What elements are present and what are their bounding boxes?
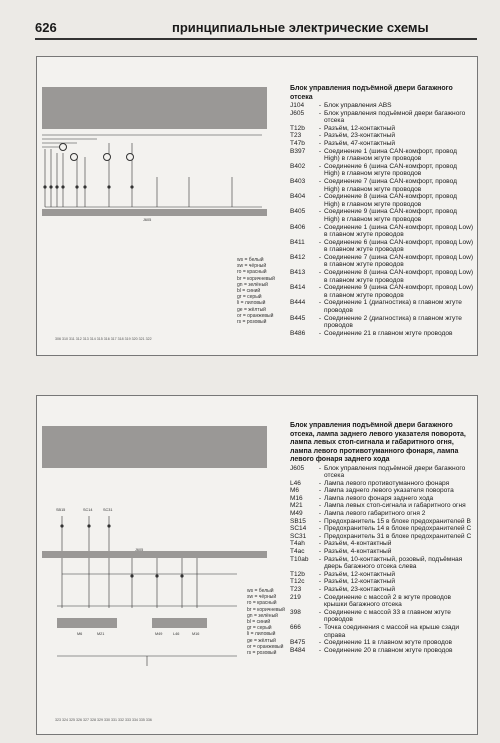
legend-row (290, 487, 474, 495)
dash-separator: - (318, 555, 322, 563)
panel-rear-lamps-diagram (36, 395, 478, 735)
legend-row (290, 624, 474, 639)
dash-separator: - (318, 502, 322, 510)
legend-row (290, 254, 474, 269)
legend-row (290, 639, 474, 647)
component-code: T12c (290, 578, 305, 586)
component-description: Точка соединения с массой на крыше сзади справа (324, 623, 460, 639)
component-description: Соединение 7 (шина CAN-комфорт, провод High) в главном жгуте проводов (324, 177, 457, 193)
component-description: Соединение 1 (шина CAN-комфорт, провод High) в главном жгуте проводов (324, 147, 457, 163)
legend-row (290, 140, 474, 148)
header-rule (35, 38, 477, 40)
dash-separator: - (318, 532, 322, 540)
component-description: Лампа левого противотуманного фонаря (324, 479, 450, 487)
dash-separator: - (318, 147, 322, 155)
dash-separator: - (318, 177, 322, 185)
component-code: B484 (290, 646, 306, 654)
component-code: B405 (290, 208, 306, 216)
component-code: T47b (290, 139, 305, 147)
component-code: M6 (290, 487, 300, 495)
connection-marker (59, 143, 67, 151)
component-description: Лампа левого фонаря заднего хода (324, 494, 434, 502)
component-description: Разъём, 12-контактный (324, 570, 396, 578)
dash-separator: - (318, 269, 322, 277)
control-unit-label: J605 (143, 218, 152, 222)
dash-separator: - (318, 238, 322, 246)
dash-separator: - (318, 102, 322, 109)
component-code: B406 (290, 223, 306, 231)
dash-separator: - (318, 479, 322, 487)
panel1-title: Блок управления подъёмной двери багажного отсека (290, 85, 453, 101)
component-code: B402 (290, 162, 306, 170)
dash-separator: - (318, 193, 322, 201)
dash-separator: - (318, 639, 322, 647)
page-number: 626 (35, 20, 57, 35)
component-description: Соединение 8 (шина CAN-комфорт, провод Low) в главном жгуте проводов (324, 269, 474, 284)
legend-row (290, 148, 474, 163)
component-description: Блок управления подъёмной двери багажного отсека (324, 109, 466, 125)
component-code: J605 (290, 464, 305, 472)
component-description: Соединение 6 (шина CAN-комфорт, провод Low) в главном жгуте проводов (324, 238, 474, 254)
component-description: Соединение 6 (шина CAN-комфорт, провод High) в главном жгуте проводов (324, 162, 457, 178)
legend-row (290, 465, 474, 480)
legend-row (290, 208, 474, 223)
component-description: Соединение 20 в главном жгуте проводов (324, 646, 453, 654)
component-description: Лампа левого габаритного огня 2 (324, 510, 426, 518)
lamp-label: L46 (173, 632, 180, 636)
dash-separator: - (318, 314, 322, 322)
component-code: B403 (290, 177, 306, 185)
component-code: SB15 (290, 517, 306, 525)
fuse-label: SB15 (56, 508, 66, 512)
panel2-items (290, 465, 474, 655)
legend-row (290, 540, 474, 548)
legend-row (290, 609, 474, 624)
component-code: T12b (290, 570, 305, 578)
grid-reference-ticks: 306 310 311 312 313 314 315 316 317 318 319 320 321 322 (55, 337, 152, 341)
component-code: B413 (290, 269, 306, 277)
dash-separator: - (318, 132, 322, 140)
legend-row (290, 132, 474, 140)
page-title: принципиальные электрические схемы (172, 20, 429, 35)
dash-separator: - (318, 139, 322, 147)
dash-separator: - (318, 253, 322, 261)
legend-row (290, 578, 474, 586)
panel1-legend (290, 85, 474, 337)
dash-separator: - (318, 284, 322, 292)
component-description: Соединение 8 (шина CAN-комфорт, провод High) в главном жгуте проводов (324, 193, 457, 208)
component-description: Разъём, 10-контактный, розовый, подъёмная дверь багажного отсека слева (324, 555, 463, 571)
dash-separator: - (318, 487, 322, 495)
component-code: B414 (290, 284, 306, 292)
component-code: B404 (290, 193, 306, 201)
fuse-label: SC31 (103, 508, 113, 512)
connection-marker (70, 153, 78, 161)
legend-row (290, 239, 474, 254)
component-code: J605 (290, 109, 305, 117)
dash-separator: - (318, 299, 322, 307)
dash-separator: - (318, 593, 322, 601)
legend-row (290, 502, 474, 510)
component-code: J104 (290, 102, 305, 109)
connector-strip (42, 551, 267, 558)
legend-row (290, 163, 474, 178)
component-description: Соединение 2 (диагностика) в главном жгуте проводов (324, 314, 462, 330)
component-code: B397 (290, 147, 306, 155)
dash-separator: - (318, 464, 322, 472)
lamp-label: M21 (97, 632, 105, 636)
component-description: Разъём, 23-контактный (324, 132, 396, 140)
legend-row (290, 594, 474, 609)
component-code: M16 (290, 494, 303, 502)
legend-row (290, 315, 474, 330)
component-code: SC14 (290, 525, 307, 533)
component-code: B475 (290, 639, 306, 647)
dash-separator: - (318, 162, 322, 170)
component-description: Лампа левых стоп-сигнала и габаритного огня (324, 502, 466, 510)
component-code: L46 (290, 479, 301, 487)
legend-row (290, 102, 474, 110)
dash-separator: - (318, 329, 322, 337)
component-description: Соединение 1 (диагностика) в главном жгуте проводов (324, 299, 462, 315)
component-description: Соединение с массой 33 в главном жгуте проводов (324, 608, 451, 624)
dash-separator: - (318, 223, 322, 231)
legend-row (290, 586, 474, 594)
dash-separator: - (318, 578, 322, 586)
component-description: Разъём, 4-контактный (324, 540, 392, 548)
component-code: T4ah (290, 540, 305, 548)
legend-row (290, 269, 474, 284)
component-description: Разъём, 4-контактный (324, 548, 392, 556)
dash-separator: - (318, 646, 322, 654)
wire-color-legend: ws = белый sw = чёрный ro = красный br = коричневый gn = зелёный bl = синий gr = серый li = лиловый ge = жёлтый or = оранжевый rs = розовый (237, 257, 275, 326)
component-code: 219 (290, 593, 301, 601)
component-code: M21 (290, 502, 303, 510)
component-code: T10ab (290, 555, 309, 563)
component-description: Соединение с массой 2 в жгуте проводов крышки багажного отсека (324, 593, 452, 609)
legend-row (290, 299, 474, 314)
grid-reference-ticks: 323 324 325 326 327 328 329 330 331 332 333 334 335 336 (55, 718, 152, 722)
legend-row (290, 110, 474, 125)
component-description: Блок управления подъёмной двери багажного отсека (324, 464, 466, 480)
component-code: B411 (290, 238, 305, 246)
dash-separator: - (318, 623, 322, 631)
connection-marker (126, 153, 134, 161)
fuse-label: SC14 (83, 508, 93, 512)
page-header (0, 0, 500, 42)
component-description: Разъём, 23-контактный (324, 586, 396, 593)
legend-row (290, 224, 474, 239)
component-description: Разъём, 12-контактный (324, 578, 396, 586)
lamp-housing (152, 618, 207, 628)
component-code: T4ac (290, 548, 305, 556)
component-description: Соединение 7 (шина CAN-комфорт, провод Low) в главном жгуте проводов (324, 253, 474, 269)
component-description: Соединение 11 в главном жгуте проводов (324, 639, 453, 647)
dash-separator: - (318, 525, 322, 533)
legend-row (290, 548, 474, 556)
dash-separator: - (318, 208, 322, 216)
connection-marker (103, 153, 111, 161)
dash-separator: - (318, 494, 322, 502)
dash-separator: - (318, 510, 322, 518)
component-description: Соединение 21 в главном жгуте проводов (324, 329, 453, 337)
legend-row (290, 510, 474, 518)
lamp-label: M16 (192, 632, 200, 636)
component-code: T12b (290, 124, 305, 132)
component-description: Блок управления ABS (324, 102, 392, 109)
component-code: 666 (290, 623, 301, 631)
lamp-label: M49 (155, 632, 163, 636)
legend-row (290, 178, 474, 193)
legend-row (290, 284, 474, 299)
component-description: Предохранитель 14 в блоке предохранителей C (324, 525, 472, 533)
component-code: SC31 (290, 532, 307, 540)
component-code: T23 (290, 586, 302, 593)
legend-row (290, 525, 474, 533)
lamp-label: M6 (77, 632, 83, 636)
component-code: T23 (290, 132, 302, 140)
dash-separator: - (318, 124, 322, 132)
wire-color-legend: ws = белый sw = чёрный ro = красный br = коричневый gn = зелёный bl = синий gr = серый li = лиловый ge = жёлтый or = оранжевый rs = розовый (247, 588, 285, 657)
dash-separator: - (318, 540, 322, 548)
component-description: Лампа заднего левого указателя поворота (324, 487, 454, 495)
control-unit-label: J605 (135, 548, 144, 552)
dash-separator: - (318, 570, 322, 578)
component-code: B412 (290, 253, 306, 261)
component-description: Соединение 9 (шина CAN-комфорт, провод High) в главном жгуте проводов (324, 208, 457, 223)
dash-separator: - (318, 109, 322, 117)
component-description: Соединение 1 (шина CAN-комфорт, провод Low) в главном жгуте проводов (324, 223, 474, 239)
component-description: Предохранитель 31 в блоке предохранителей C (324, 532, 472, 540)
component-description: Предохранитель 15 в блоке предохранителей B (324, 517, 471, 525)
panel1-items (290, 102, 474, 337)
legend-row (290, 556, 474, 571)
legend-row (290, 330, 474, 338)
component-code: 398 (290, 608, 301, 616)
component-code: M49 (290, 510, 303, 518)
panel2-title: Блок управления подъёмной двери багажного отсека, лампа заднего левого указателя поворота, лампа левых стоп-сигнала и габаритного огня, лампа левого противотуманного фонаря, лампа левого фонаря заднего хода (290, 422, 466, 463)
dash-separator: - (318, 608, 322, 616)
lamp-housing (57, 618, 117, 628)
legend-row (290, 193, 474, 208)
dash-separator: - (318, 548, 322, 556)
component-code: B486 (290, 329, 306, 337)
panel-can-bus-diagram (36, 56, 478, 356)
component-code: B444 (290, 299, 306, 307)
component-code: B445 (290, 314, 306, 322)
dash-separator: - (318, 517, 322, 525)
component-description: Соединение 9 (шина CAN-комфорт, провод Low) в главном жгуте проводов (324, 284, 474, 299)
legend-row (290, 480, 474, 488)
dash-separator: - (318, 586, 322, 593)
panel2-legend (290, 422, 474, 654)
legend-row (290, 647, 474, 655)
connector-strip (42, 209, 267, 216)
component-description: Разъём, 47-контактный (324, 139, 396, 147)
component-description: Разъём, 12-контактный (324, 124, 396, 132)
